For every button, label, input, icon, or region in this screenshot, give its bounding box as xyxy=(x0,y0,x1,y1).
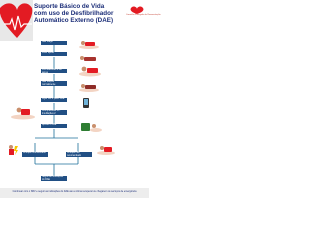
step-compressions: Compressões 30 : Insuflações 2 xyxy=(41,110,67,115)
illustration-check-response xyxy=(78,37,100,49)
illustration-phone xyxy=(80,95,94,105)
step-call-112: Ligar 112 e pedir DAE xyxy=(41,98,67,102)
flow-connectors xyxy=(0,0,161,198)
algorithm-flow xyxy=(0,0,161,198)
illustration-cpr xyxy=(10,106,36,120)
step-apply-aed: Aplicar o DAE xyxy=(41,124,67,128)
step-no-shock: Choque não recomendado xyxy=(66,152,92,157)
title-line-2: com uso de Desfibrilhador xyxy=(34,10,114,17)
step-follow-aed: Seguir as indicações do DAE xyxy=(41,176,67,181)
title-line-1: Suporte Básico de Vida xyxy=(34,3,105,10)
step-shout-help: Pedir ajuda xyxy=(41,52,67,56)
illustration-help xyxy=(78,50,100,58)
illustration-aed xyxy=(80,120,102,132)
footer-note: Continuar com o SBV e seguir as indicações do DAE até a vítima recuperar ou chegarem os serviços de emergência xyxy=(12,190,137,193)
step-not-breathing: Não respira normalmente xyxy=(41,81,67,86)
illustration-shock xyxy=(6,143,20,155)
illustration-airway xyxy=(78,63,102,77)
footer-band xyxy=(0,188,149,198)
illustration-continue-cpr xyxy=(96,143,116,155)
title-line-3: Automático Externo (DAE) xyxy=(34,17,114,24)
step-open-airway: Permeabilizar a via aérea xyxy=(41,69,67,73)
poster-page xyxy=(0,0,161,198)
step-no-response: Não reage xyxy=(41,41,67,45)
logo-text: Conselho Português de Ressuscitação xyxy=(126,14,161,16)
illustration-breathing xyxy=(78,79,100,89)
step-shock-advised: Choque recomendado xyxy=(22,152,48,157)
